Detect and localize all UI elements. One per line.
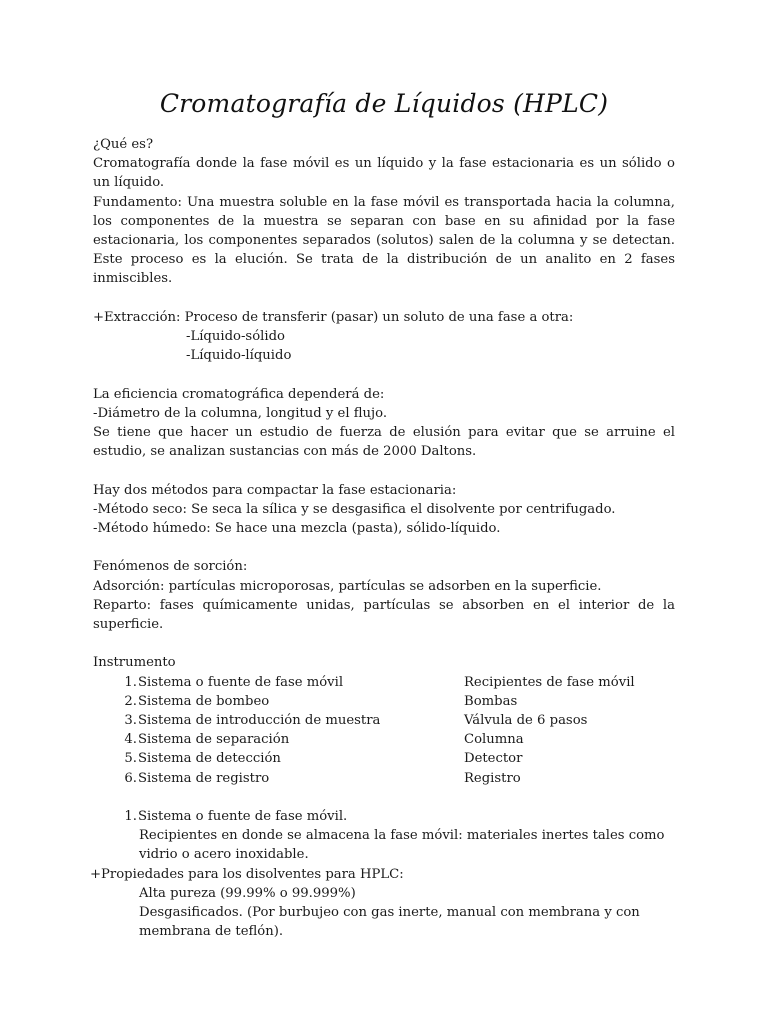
list-item bbox=[93, 749, 675, 768]
item-system: Sistema de bombeo bbox=[138, 693, 270, 709]
metodo-humedo: -Método húmedo: Se hace una mezcla (pasta), sólido-líquido. bbox=[93, 521, 501, 537]
item-number: 3. bbox=[124, 712, 137, 728]
extraccion-item: -Líquido-líquido bbox=[186, 348, 292, 364]
item-part: Válvula de 6 pasos bbox=[464, 712, 588, 728]
metodo-seco: -Método seco: Se seca la sílica y se desgasifica el disolvente por centrifugado. bbox=[93, 501, 616, 517]
propiedad-pureza: Alta pureza (99.99% o 99.999%) bbox=[139, 885, 356, 901]
propiedad-desgasificados: Desgasificados. (Por burbujeo con gas inerte, manual con membrana y con membrana de teflón). bbox=[139, 904, 640, 940]
item-system: Sistema de separación bbox=[138, 732, 290, 748]
list-item bbox=[93, 730, 675, 749]
item-part: Columna bbox=[464, 732, 524, 748]
item-number: 4. bbox=[124, 732, 137, 748]
list-item bbox=[93, 711, 675, 730]
list-item bbox=[93, 692, 675, 711]
eficiencia-line: -Diámetro de la columna, longitud y el flujo. bbox=[93, 405, 388, 421]
item-system: Sistema de detección bbox=[138, 751, 281, 767]
item-system: Sistema de introducción de muestra bbox=[138, 712, 381, 728]
metodos-heading: Hay dos métodos para compactar la fase estacionaria: bbox=[93, 482, 457, 498]
detalle-text: Recipientes en donde se almacena la fase móvil: materiales inertes tales como vidrio o acero inoxidable. bbox=[139, 828, 665, 863]
item-number: 6. bbox=[124, 770, 137, 786]
instrumento-list bbox=[93, 673, 675, 788]
list-item bbox=[93, 673, 675, 692]
que-es-heading: ¿Qué es? bbox=[93, 137, 154, 152]
item-number: 5. bbox=[124, 751, 137, 767]
item-part: Detector bbox=[464, 751, 523, 767]
detalle-heading-row bbox=[93, 807, 675, 826]
item-system: Sistema o fuente de fase móvil bbox=[138, 674, 344, 690]
item-part: Registro bbox=[464, 770, 521, 786]
extraccion-item: -Líquido-sólido bbox=[186, 329, 285, 345]
propiedades-heading: +Propiedades para los disolventes para HPLC: bbox=[90, 866, 404, 882]
instrumento-heading: Instrumento bbox=[93, 655, 176, 671]
item-number: 1. bbox=[124, 674, 137, 690]
extraccion-line: +Extracción: Proceso de transferir (pasar) un soluto de una fase a otra: bbox=[93, 309, 574, 325]
item-number: 1. bbox=[124, 808, 137, 824]
reparto-paragraph: Reparto: fases químicamente unidas, partículas se absorben en el interior de la superficie. bbox=[93, 597, 675, 633]
item-part: Bombas bbox=[464, 693, 518, 709]
eficiencia-paragraph: Se tiene que hacer un estudio de fuerza de elusión para evitar que se arruine el estudio, se analizan sustancias con más de 2000 Daltons. bbox=[93, 425, 675, 460]
sorcion-heading: Fenómenos de sorción: bbox=[93, 559, 248, 575]
adsorcion-line: Adsorción: partículas microporosas, partículas se adsorben en la superficie. bbox=[93, 578, 602, 594]
fundamento-paragraph: Fundamento: Una muestra soluble en la fase móvil es transportada hacia la columna, los componentes de la muestra se separan con base en su afinidad por la fase estacionaria, los componentes separados (solutos) salen de la columna y se detectan. Este proceso es la elución. Se trata de la distribución de un analito en 2 fases inmiscibles. bbox=[93, 194, 675, 287]
document-title: Cromatografía de Líquidos (HPLC) bbox=[159, 89, 609, 118]
list-item bbox=[93, 769, 675, 788]
eficiencia-heading: La eficiencia cromatográfica dependerá de: bbox=[93, 386, 385, 402]
detalle-heading: Sistema o fuente de fase móvil. bbox=[138, 808, 348, 824]
definition-paragraph: Cromatografía donde la fase móvil es un líquido y la fase estacionaria es un sólido o un líquido. bbox=[93, 156, 675, 191]
item-number: 2. bbox=[124, 693, 137, 709]
item-system: Sistema de registro bbox=[138, 770, 270, 786]
item-part: Recipientes de fase móvil bbox=[464, 674, 635, 690]
document-body bbox=[90, 135, 675, 941]
